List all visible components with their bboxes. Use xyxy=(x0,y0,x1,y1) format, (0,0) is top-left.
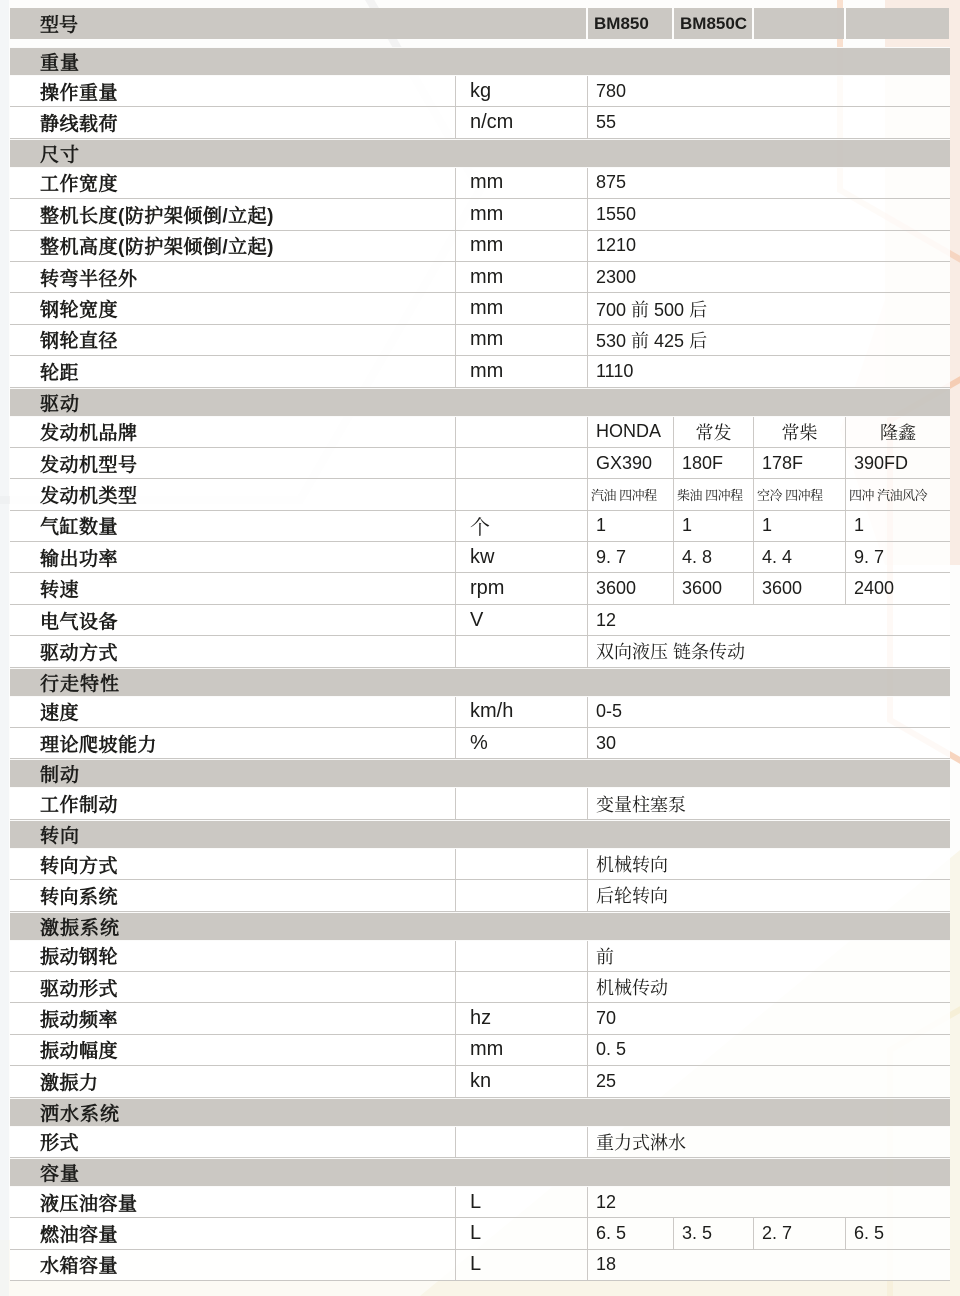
spec-unit: km/h xyxy=(455,697,587,727)
spec-unit xyxy=(455,972,587,1002)
spec-row xyxy=(10,325,950,356)
section-title: 制动 xyxy=(40,765,81,787)
section-header-row xyxy=(10,759,950,788)
spec-row xyxy=(10,76,950,107)
spec-row xyxy=(10,972,950,1003)
spec-value: 6. 5 xyxy=(845,1218,950,1248)
spec-unit xyxy=(455,849,587,879)
spec-row xyxy=(10,941,950,972)
spec-value: 780 xyxy=(587,76,950,106)
spec-label: 振动频率 xyxy=(40,1010,119,1032)
spec-value: 9. 7 xyxy=(587,542,673,572)
spec-unit: mm xyxy=(455,325,587,355)
spec-value: 12 xyxy=(587,1187,950,1217)
spec-row xyxy=(10,231,950,262)
spec-unit xyxy=(455,417,587,447)
spec-row xyxy=(10,199,950,230)
section-header-row xyxy=(10,1158,950,1187)
spec-value: 1 xyxy=(673,511,753,541)
spec-value: 常发 xyxy=(673,417,753,447)
spec-label: 水箱容量 xyxy=(40,1256,119,1278)
spec-unit: mm xyxy=(455,293,587,323)
spec-unit: % xyxy=(455,728,587,758)
spec-unit: kw xyxy=(455,542,587,572)
spec-value: 常柴 xyxy=(753,417,845,447)
spec-unit xyxy=(455,788,587,818)
spec-value: 70 xyxy=(587,1003,950,1033)
spec-value: 隆鑫 xyxy=(845,417,950,447)
spec-row xyxy=(10,542,950,573)
spec-value: 390FD xyxy=(845,448,950,478)
spec-value: 机械传动 xyxy=(587,972,950,1002)
spec-row xyxy=(10,417,950,448)
spec-unit: L xyxy=(455,1187,587,1217)
spec-unit xyxy=(455,880,587,910)
spec-label: 电气设备 xyxy=(40,611,119,633)
spec-label: 操作重量 xyxy=(40,82,119,104)
spec-row xyxy=(10,107,950,138)
spec-value: 3600 xyxy=(673,573,753,603)
spec-label: 钢轮直径 xyxy=(40,331,119,353)
spec-value: 55 xyxy=(587,107,950,137)
spec-value: 1 xyxy=(587,511,673,541)
spec-label: 转弯半径外 xyxy=(40,268,138,290)
spec-value: 变量柱塞泵 xyxy=(587,788,950,818)
spec-unit: kg xyxy=(455,76,587,106)
spec-value: 1110 xyxy=(587,356,950,386)
section-title: 转向 xyxy=(40,825,81,847)
spec-value: 700 前 500 后 xyxy=(587,293,950,323)
spec-label: 钢轮宽度 xyxy=(40,300,119,322)
spec-value: 空冷 四冲程 xyxy=(753,479,845,509)
spec-label: 输出功率 xyxy=(40,548,119,570)
spec-row xyxy=(10,849,950,880)
spec-row xyxy=(10,605,950,636)
spec-unit xyxy=(455,479,587,509)
spec-table xyxy=(10,8,950,1281)
spec-value: GX390 xyxy=(587,448,673,478)
section-title: 尺寸 xyxy=(40,144,81,166)
spec-label: 工作制动 xyxy=(40,795,119,817)
spec-value: 四冲 汽油风冷 xyxy=(845,479,950,509)
spec-row xyxy=(10,728,950,759)
spec-unit: rpm xyxy=(455,573,587,603)
model-cell xyxy=(846,8,949,39)
spec-value: 重力式淋水 xyxy=(587,1127,950,1157)
header-gap xyxy=(10,39,950,47)
spec-unit: mm xyxy=(455,356,587,386)
model-row-label: 型号 xyxy=(10,8,586,39)
spec-label: 发动机型号 xyxy=(40,454,138,476)
spec-label: 驱动形式 xyxy=(40,978,119,1000)
spec-value: 1210 xyxy=(587,231,950,261)
spec-label: 转向方式 xyxy=(40,855,119,877)
spec-unit: n/cm xyxy=(455,107,587,137)
spec-unit xyxy=(455,636,587,666)
spec-row xyxy=(10,636,950,667)
spec-value: HONDA xyxy=(587,417,673,447)
spec-value: 30 xyxy=(587,728,950,758)
spec-label: 发动机品牌 xyxy=(40,423,138,445)
spec-value: 汽油 四冲程 xyxy=(587,479,673,509)
spec-value: 1 xyxy=(845,511,950,541)
spec-row xyxy=(10,697,950,728)
spec-label: 驱动方式 xyxy=(40,642,119,664)
spec-value: 3600 xyxy=(587,573,673,603)
spec-value: 4. 8 xyxy=(673,542,753,572)
spec-value: 18 xyxy=(587,1250,950,1280)
spec-label: 速度 xyxy=(40,703,80,725)
spec-value: 875 xyxy=(587,168,950,198)
section-header-row xyxy=(10,47,950,76)
model-cell: BM850C xyxy=(674,8,752,39)
spec-row xyxy=(10,479,950,510)
section-header-row xyxy=(10,139,950,168)
spec-value: 1550 xyxy=(587,199,950,229)
spec-label: 转向系统 xyxy=(40,886,119,908)
spec-unit: mm xyxy=(455,231,587,261)
spec-label: 理论爬坡能力 xyxy=(40,734,158,756)
spec-row xyxy=(10,448,950,479)
spec-value: 4. 4 xyxy=(753,542,845,572)
spec-unit xyxy=(455,448,587,478)
spec-value: 2. 7 xyxy=(753,1218,845,1248)
spec-row xyxy=(10,1066,950,1097)
spec-unit: hz xyxy=(455,1003,587,1033)
spec-value: 双向液压 链条传动 xyxy=(587,636,950,666)
spec-row xyxy=(10,1218,950,1249)
section-title: 容量 xyxy=(40,1163,81,1185)
spec-label: 整机长度(防护架倾倒/立起) xyxy=(40,205,274,227)
spec-value: 前 xyxy=(587,941,950,971)
spec-value: 180F xyxy=(673,448,753,478)
spec-row xyxy=(10,293,950,324)
section-header-row xyxy=(10,820,950,849)
section-title: 重量 xyxy=(40,53,81,74)
spec-row xyxy=(10,880,950,911)
section-title: 激振系统 xyxy=(40,917,121,939)
spec-label: 激振力 xyxy=(40,1072,99,1094)
spec-unit xyxy=(455,1127,587,1157)
spec-value: 0-5 xyxy=(587,697,950,727)
spec-value: 25 xyxy=(587,1066,950,1096)
spec-row xyxy=(10,262,950,293)
spec-unit: L xyxy=(455,1250,587,1280)
spec-value: 2400 xyxy=(845,573,950,603)
spec-unit: mm xyxy=(455,1035,587,1065)
section-header-row xyxy=(10,912,950,941)
section-header-row xyxy=(10,668,950,697)
spec-unit: mm xyxy=(455,168,587,198)
spec-label: 整机高度(防护架倾倒/立起) xyxy=(40,237,274,259)
model-row xyxy=(10,8,950,39)
spec-label: 发动机类型 xyxy=(40,485,138,507)
spec-label: 振动钢轮 xyxy=(40,947,119,969)
spec-unit: mm xyxy=(455,199,587,229)
spec-row xyxy=(10,788,950,819)
spec-value: 3600 xyxy=(753,573,845,603)
model-cell xyxy=(754,8,844,39)
spec-value: 6. 5 xyxy=(587,1218,673,1248)
spec-value: 178F xyxy=(753,448,845,478)
spec-value: 2300 xyxy=(587,262,950,292)
spec-row xyxy=(10,511,950,542)
spec-unit: mm xyxy=(455,262,587,292)
spec-unit: L xyxy=(455,1218,587,1248)
section-title: 洒水系统 xyxy=(40,1103,121,1125)
spec-label: 工作宽度 xyxy=(40,174,119,196)
spec-label: 静线载荷 xyxy=(40,114,119,136)
spec-row xyxy=(10,1187,950,1218)
section-title: 驱动 xyxy=(40,393,81,415)
spec-row xyxy=(10,1250,950,1281)
spec-unit xyxy=(455,941,587,971)
section-header-row xyxy=(10,388,950,417)
spec-unit: kn xyxy=(455,1066,587,1096)
section-header-row xyxy=(10,1098,950,1127)
spec-value: 1 xyxy=(753,511,845,541)
spec-label: 气缸数量 xyxy=(40,517,119,539)
spec-label: 转速 xyxy=(40,580,80,602)
spec-value: 后轮转向 xyxy=(587,880,950,910)
spec-value: 530 前 425 后 xyxy=(587,325,950,355)
spec-unit: 个 xyxy=(455,511,587,541)
spec-row xyxy=(10,573,950,604)
spec-label: 液压油容量 xyxy=(40,1193,138,1215)
spec-value: 9. 7 xyxy=(845,542,950,572)
section-title: 行走特性 xyxy=(40,673,121,695)
spec-label: 形式 xyxy=(40,1133,80,1155)
spec-label: 轮距 xyxy=(40,362,80,384)
spec-value: 3. 5 xyxy=(673,1218,753,1248)
spec-value: 机械转向 xyxy=(587,849,950,879)
spec-row xyxy=(10,168,950,199)
spec-label: 燃油容量 xyxy=(40,1225,119,1247)
spec-label: 振动幅度 xyxy=(40,1041,119,1063)
spec-row xyxy=(10,1127,950,1158)
spec-unit: V xyxy=(455,605,587,635)
spec-row xyxy=(10,1003,950,1034)
spec-value: 12 xyxy=(587,605,950,635)
model-cell: BM850 xyxy=(588,8,672,39)
spec-row xyxy=(10,356,950,387)
spec-value: 0. 5 xyxy=(587,1035,950,1065)
spec-row xyxy=(10,1035,950,1066)
spec-value: 柴油 四冲程 xyxy=(673,479,753,509)
